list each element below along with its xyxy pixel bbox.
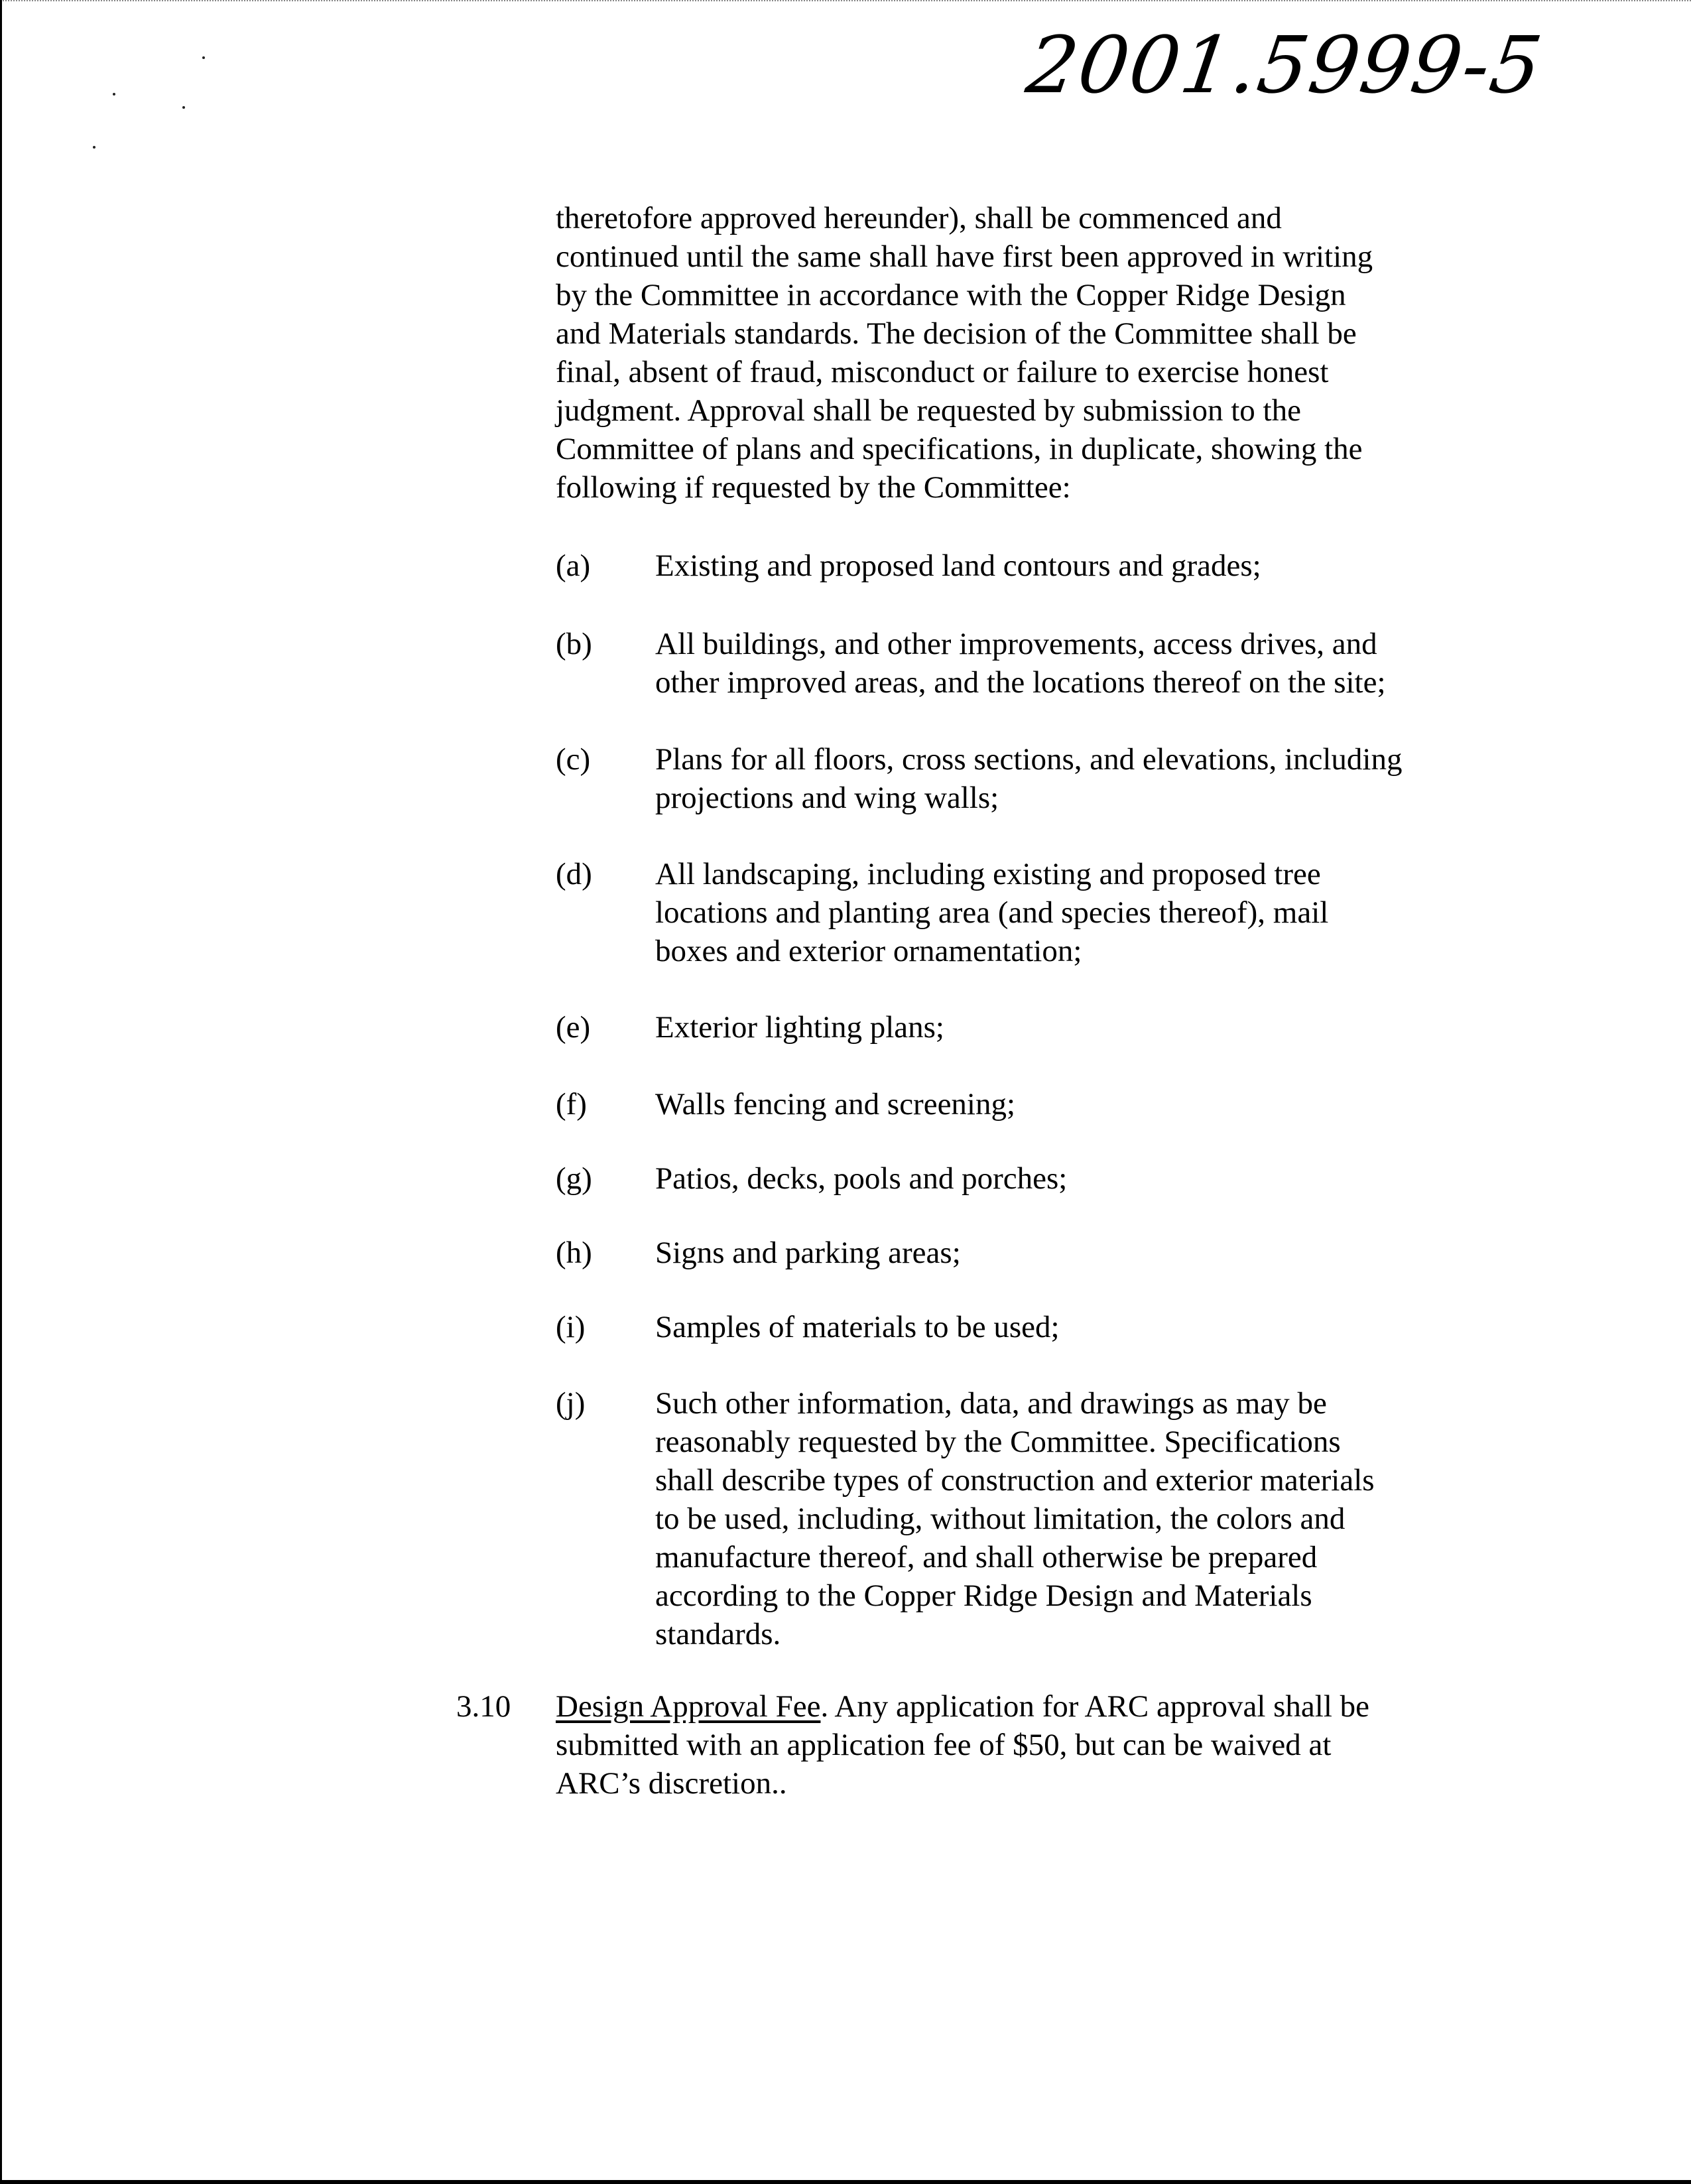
scan-speck — [93, 146, 95, 149]
list-item-line: other improved areas, and the locations thereof on the site; — [655, 665, 1386, 700]
list-item-body — [655, 546, 1484, 585]
section-first-line — [556, 1687, 1491, 1726]
section-number: 3.10 — [456, 1689, 511, 1724]
list-item-body — [655, 740, 1484, 817]
list-item-line: Plans for all floors, cross sections, and elevations, including — [655, 742, 1403, 777]
scan-speck — [202, 56, 205, 59]
list-item-line: All landscaping, including existing and proposed tree — [655, 857, 1321, 891]
list-item-body — [655, 1234, 1484, 1272]
list-item-line: projections and wing walls; — [655, 781, 999, 815]
handwritten-number-text: 2001.5999-5 — [1021, 19, 1548, 111]
list-item-line: boxes and exterior ornamentation; — [655, 934, 1082, 968]
scan-speck — [113, 93, 115, 96]
list-item-line: according to the Copper Ridge Design and Materials — [655, 1578, 1312, 1613]
list-item-line: Existing and proposed land contours and grades; — [655, 548, 1261, 583]
list-item-line: Samples of materials to be used; — [655, 1310, 1060, 1344]
handwritten-document-number — [1021, 19, 1548, 111]
intro-line: Committee of plans and specifications, in duplicate, showing the — [556, 432, 1363, 466]
list-item-body — [655, 625, 1484, 702]
intro-line: final, absent of fraud, misconduct or failure to exercise honest — [556, 355, 1329, 389]
list-item-body — [655, 855, 1484, 970]
list-item-line: manufacture thereof, and shall otherwise be prepared — [655, 1540, 1318, 1574]
scan-left-edge — [0, 0, 2, 2184]
list-item-line: locations and planting area (and species thereof), mail — [655, 895, 1329, 930]
section-line: submitted with an application fee of $50, but can be waived at — [556, 1728, 1332, 1762]
list-item-line: to be used, including, without limitation, the colors and — [655, 1502, 1346, 1536]
list-item-label: (d) — [556, 857, 592, 891]
list-item-label: (e) — [556, 1010, 591, 1045]
list-item-label: (c) — [556, 742, 591, 777]
list-item-label: (j) — [556, 1386, 586, 1421]
intro-line: judgment. Approval shall be requested by submission to the — [556, 393, 1301, 428]
section-line: ARC’s discretion.. — [556, 1766, 787, 1801]
intro-line: following if requested by the Committee: — [556, 470, 1071, 505]
list-item-line: All buildings, and other improvements, access drives, and — [655, 627, 1377, 661]
list-item-label: (f) — [556, 1087, 587, 1122]
list-item-line: shall describe types of construction and exterior materials — [655, 1463, 1375, 1498]
list-item-line: Patios, decks, pools and porches; — [655, 1161, 1068, 1196]
intro-line: continued until the same shall have first been approved in writing — [556, 239, 1373, 274]
scan-top-edge — [0, 0, 1691, 1]
list-item-label: (g) — [556, 1161, 592, 1196]
list-item-line: Such other information, data, and drawings as may be — [655, 1386, 1327, 1421]
list-item-line: standards. — [655, 1617, 781, 1651]
scan-speck — [182, 106, 185, 109]
list-item-label: (h) — [556, 1236, 592, 1270]
list-item-body — [655, 1008, 1484, 1047]
list-item-body — [655, 1384, 1484, 1653]
list-item-label: (a) — [556, 548, 591, 583]
list-item-line: Exterior lighting plans; — [655, 1010, 944, 1045]
section-body — [556, 1687, 1491, 1803]
scan-bottom-edge — [0, 2180, 1691, 2184]
section-first-line-rest: . Any application for ARC approval shall be — [820, 1689, 1370, 1724]
section-heading: Design Approval Fee — [556, 1689, 821, 1724]
list-item-body — [655, 1308, 1484, 1346]
list-item-line: Signs and parking areas; — [655, 1236, 961, 1270]
list-item-line: Walls fencing and screening; — [655, 1087, 1016, 1122]
list-item-line: reasonably requested by the Committee. Specifications — [655, 1425, 1341, 1459]
intro-paragraph — [556, 199, 1477, 507]
intro-line: and Materials standards. The decision of the Committee shall be — [556, 316, 1357, 351]
intro-line: by the Committee in accordance with the Copper Ridge Design — [556, 278, 1346, 312]
list-item-body — [655, 1085, 1484, 1124]
list-item-label: (i) — [556, 1310, 586, 1344]
intro-line: theretofore approved hereunder), shall be commenced and — [556, 201, 1282, 235]
list-item-label: (b) — [556, 627, 592, 661]
list-item-body — [655, 1159, 1484, 1198]
